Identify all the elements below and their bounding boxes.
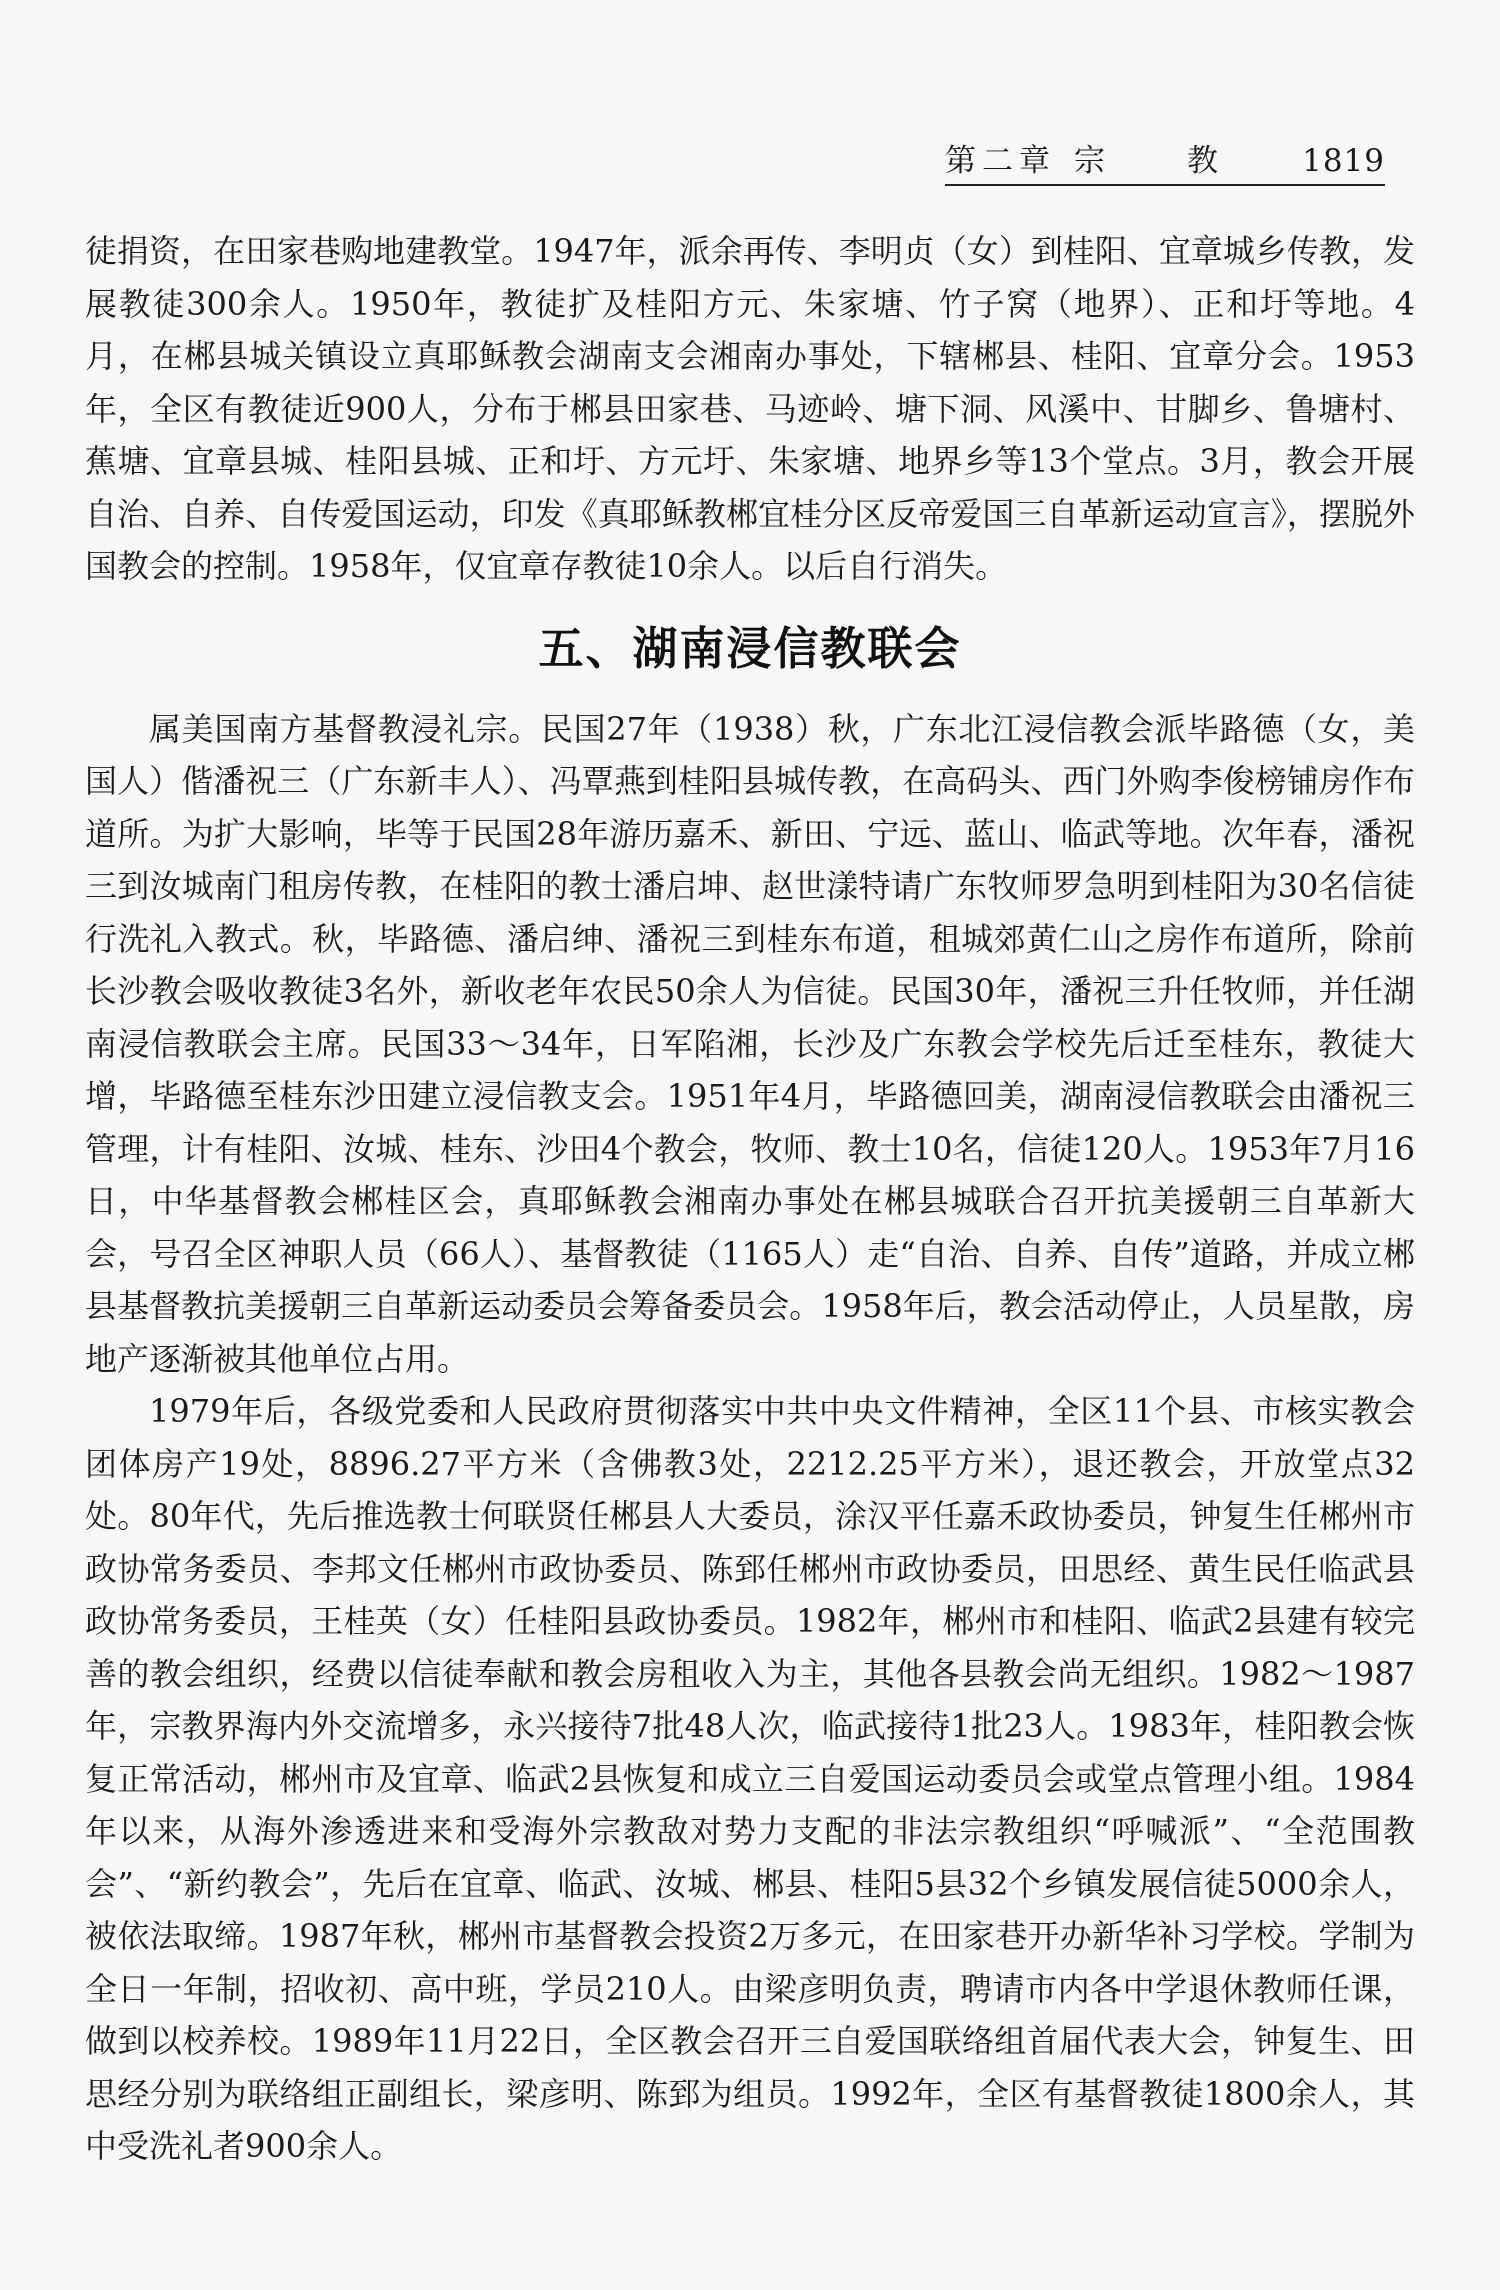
- paragraph-baptist-history: 属美国南方基督教浸礼宗。民国27年（1938）秋，广东北江浸信教会派毕路德（女，美国人）偕潘祝三（广东新丰人）、冯覃燕到桂阳县城传教，在高码头、西门外购李俊榜铺房作布道所。为扩大影响，毕等于民国28年游历嘉禾、新田、宁远、蓝山、临武等地。次年春，潘祝三到汝城南门租房传教，在桂阳的教士潘启坤、赵世漾特请广东牧师罗急明到桂阳为30名信徒行洗礼入教式。秋，毕路德、潘启绅、潘祝三到桂东布道，租城郊黄仁山之房作布道所，除前长沙教会吸收教徒3名外，新收老年农民50余人为信徒。民国30年，潘祝三升任牧师，并任湖南浸信教联会主席。民国33～34年，日军陷湘，长沙及广东教会学校先后迁至桂东，教徒大增，毕路德至桂东沙田建立浸信教支会。1951年4月，毕路德回美，湖南浸信教联会由潘祝三管理，计有桂阳、汝城、桂东、沙田4个教会，牧师、教士10名，信徒120人。1953年7月16日，中华基督教会郴桂区会，真耶稣教会湘南办事处在郴县城联合召开抗美援朝三自革新大会，号召全区神职人员（66人）、基督教徒（1165人）走“自治、自养、自传”道路，并成立郴县基督教抗美援朝三自革新运动委员会筹备委员会。1958年后，教会活动停止，人员星散，房地产逐渐被其他单位占用。: [85, 709, 1415, 1378]
- chapter-label: 第二章: [945, 143, 1056, 179]
- main-text: [85, 225, 1415, 2173]
- paragraph-post-1979: 1979年后，各级党委和人民政府贯彻落实中共中央文件精神，全区11个县、市核实教会团体房产19处，8896.27平方米（含佛教3处，2212.25平方米），退还教会，开放堂点32处。80年代，先后推选教士何联贤任郴县人大委员，涂汉平任嘉禾政协委员，钟复生任郴州市政协常务委员、李邦文任郴州市政协委员、陈郅任郴州市政协委员，田思经、黄生民任临武县政协常务委员，王桂英（女）任桂阳县政协委员。1982年，郴州市和桂阳、临武2县建有较完善的教会组织，经费以信徒奉献和教会房租收入为主，其他各县教会尚无组织。1982～1987年，宗教界海内外交流增多，永兴接待7批48人次，临武接待1批23人。1983年，桂阳教会恢复正常活动，郴州市及宜章、临武2县恢复和成立三自爱国运动委员会或堂点管理小组。1984年以来，从海外渗透进来和受海外宗教敌对势力支配的非法宗教组织“呼喊派”、“全范围教会”、“新约教会”，先后在宜章、临武、汝城、郴县、桂阳5县32个乡镇发展信徒5000余人，被依法取缔。1987年秋，郴州市基督教会投资2万多元，在田家巷开办新华补习学校。学制为全日一年制，招收初、高中班，学员210人。由梁彦明负责，聘请市内各中学退休教师任课，做到以校养校。1989年11月22日，全区教会召开三自爱国联络组首届代表大会，钟复生、田思经分别为联络组正副组长，梁彦明、陈郅为组员。1992年，全区有基督教徒1800余人，其中受洗礼者900余人。: [85, 1392, 1415, 2165]
- section-label-part2: 教: [1187, 143, 1218, 179]
- paragraph-continued: 徒捐资，在田家巷购地建教堂。1947年，派余再传、李明贞（女）到桂阳、宜章城乡传教，发展教徒300余人。1950年，教徒扩及桂阳方元、朱家塘、竹子窝（地界）、正和圩等地。4月，在郴县城关镇设立真耶稣教会湖南支会湘南办事处，下辖郴县、桂阳、宜章分会。1953年，全区有教徒近900人，分布于郴县田家巷、马迹岭、塘下洞、风溪中、甘脚乡、鲁塘村、蕉塘、宜章县城、桂阳县城、正和圩、方元圩、朱家塘、地界乡等13个堂点。3月，教会开展自治、自养、自传爱国运动，印发《真耶稣教郴宜桂分区反帝爱国三自革新运动宣言》，摆脱外国教会的控制。1958年，仅宜章存教徒10余人。以后自行消失。: [85, 232, 1415, 585]
- section-label-part1: 宗: [1074, 143, 1105, 179]
- page-number: 1819: [1302, 143, 1385, 179]
- running-header: [945, 138, 1385, 186]
- section-heading: 五、湖南浸信教联会: [538, 621, 962, 675]
